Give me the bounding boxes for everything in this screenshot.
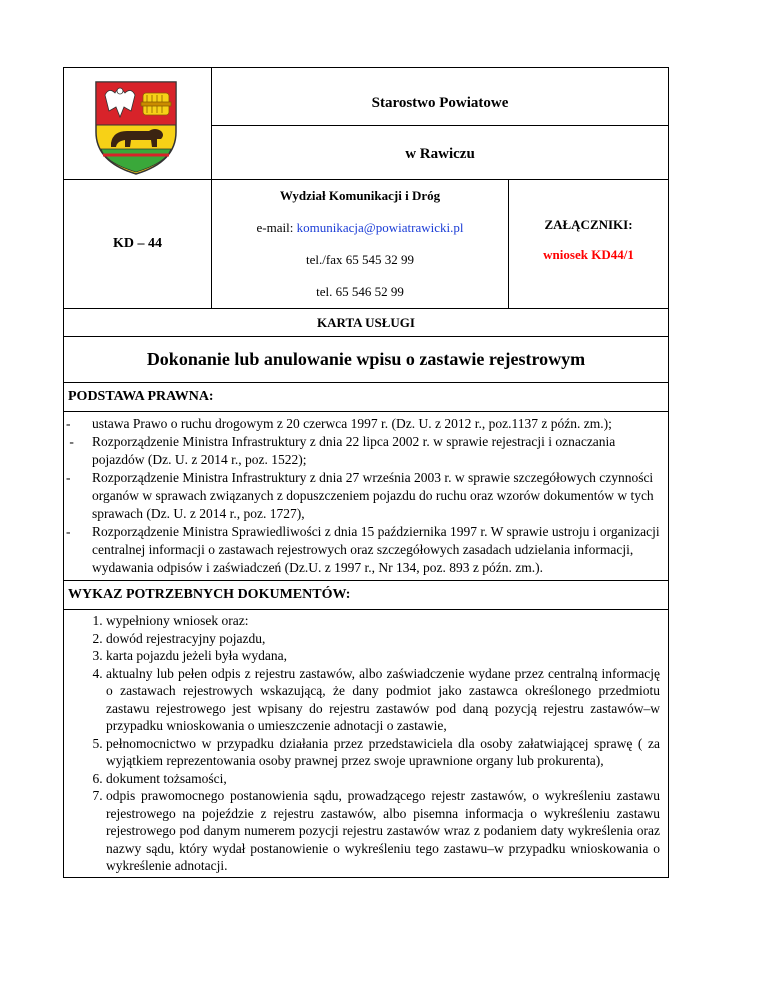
legal-item: - Rozporządzenie Ministra Infrastruktury z dnia 22 lipca 2002 r. w sprawie rejestracji i oznaczania pojazdów (Dz. U. z 2014 r., poz. 1522); <box>66 434 616 467</box>
email-line <box>212 212 508 244</box>
logo-cell <box>64 68 212 180</box>
document-item: 2. dowód rejestracyjny pojazdu, <box>106 630 660 648</box>
attachment-item: wniosek KD44/1 <box>543 247 634 262</box>
department-name: Wydział Komunikacji i Dróg <box>279 188 441 203</box>
legal-item: - ustawa Prawo o ruchu drogowym z 20 czerwca 1997 r. (Dz. U. z 2012 r., poz.1137 z późn. zm.); <box>66 416 612 431</box>
legal-basis-heading: PODSTAWA PRAWNA: <box>64 383 669 412</box>
coat-of-arms-logo <box>91 77 181 177</box>
telfax-line: tel./fax 65 545 32 99 <box>306 252 414 267</box>
attachments-label: ZAŁĄCZNIKI: <box>544 217 633 232</box>
document-item: 6. dokument tożsamości, <box>106 770 660 788</box>
service-code: KD – 44 <box>64 180 212 309</box>
legal-basis-list <box>64 412 669 581</box>
service-card <box>63 67 668 878</box>
legal-item: - Rozporządzenie Ministra Sprawiedliwości z dnia 15 października 1997 r. W sprawie ustroju i organizacji centralnej informacji o zastawach rejestrowych oraz szczegółowych zasadach udzielania informacji, wydawania odpisów i zaświadczeń (Dz.U. z 1997 r., Nr 134, poz. 893 z późn. zm.). <box>66 524 660 575</box>
document-item: 3. karta pojazdu jeżeli była wydana, <box>106 647 660 665</box>
document-item: 7. odpis prawomocnego postanowienia sądu, prowadzącego rejestr zastawów, o wykreśleniu zastawu rejestrowego na pojeździe z rejestru zastawów, albo pisemna informacja o wykreśleniu zastawu rejestrowego pod danym numerem pozycji rejestru zastawów wraz z podaniem daty wykreślenia oraz nazwy sądu, który wydał postanowienie o wykreśleniu tego zastawu–w przypadku wnioskowania o wykreślenie adnotacji. <box>106 787 660 875</box>
service-title: Dokonanie lub anulowanie wpisu o zastawie rejestrowym <box>64 337 669 383</box>
document-item: 4. aktualny lub pełen odpis z rejestru zastawów, albo zaświadczenie wydane przez centralną informację o zastawach rejestrowych wskazującą, że dany podmiot jako zastawca określonego przedmiotu zastawu rejestrowego jest wpisany do rejestru zastawów pod daną pozycją rejestru zastawów–w przypadku wnioskowania o umieszczenie adnotacji o zastawie, <box>106 665 660 735</box>
department-contact-cell <box>212 180 509 309</box>
legal-item: - Rozporządzenie Ministra Infrastruktury z dnia 27 września 2003 r. w sprawie szczegółowych czynności organów w sprawach związanych z dopuszczeniem pojazdu do ruchu oraz wzorów dokumentów w tych sprawach (Dz. U. z 2014 r., poz. 1727), <box>66 470 654 521</box>
document-item: 1. wypełniony wniosek oraz: <box>106 612 660 630</box>
document-item: 5. pełnomocnictwo w przypadku działania przez przedstawiciela dla osoby załatwiającej sprawę ( za wyjątkiem reprezentowania osoby prawnej przez swoje uprawnione organy lub prokurenta), <box>106 735 660 770</box>
documents-heading: WYKAZ POTRZEBNYCH DOKUMENTÓW: <box>64 581 669 610</box>
office-city: w Rawiczu <box>405 146 475 162</box>
card-table <box>63 67 669 878</box>
email-link[interactable]: komunikacja@powiatrawicki.pl <box>296 220 464 235</box>
karta-label: KARTA USŁUGI <box>64 309 669 337</box>
office-name: Starostwo Powiatowe <box>212 68 668 126</box>
documents-list <box>66 612 660 875</box>
tel-line: tel. 65 546 52 99 <box>316 284 404 299</box>
office-title-cell <box>212 68 669 180</box>
attachments-cell <box>509 180 669 309</box>
email-prefix: e-mail: <box>256 220 297 235</box>
documents-list-cell <box>64 610 669 878</box>
